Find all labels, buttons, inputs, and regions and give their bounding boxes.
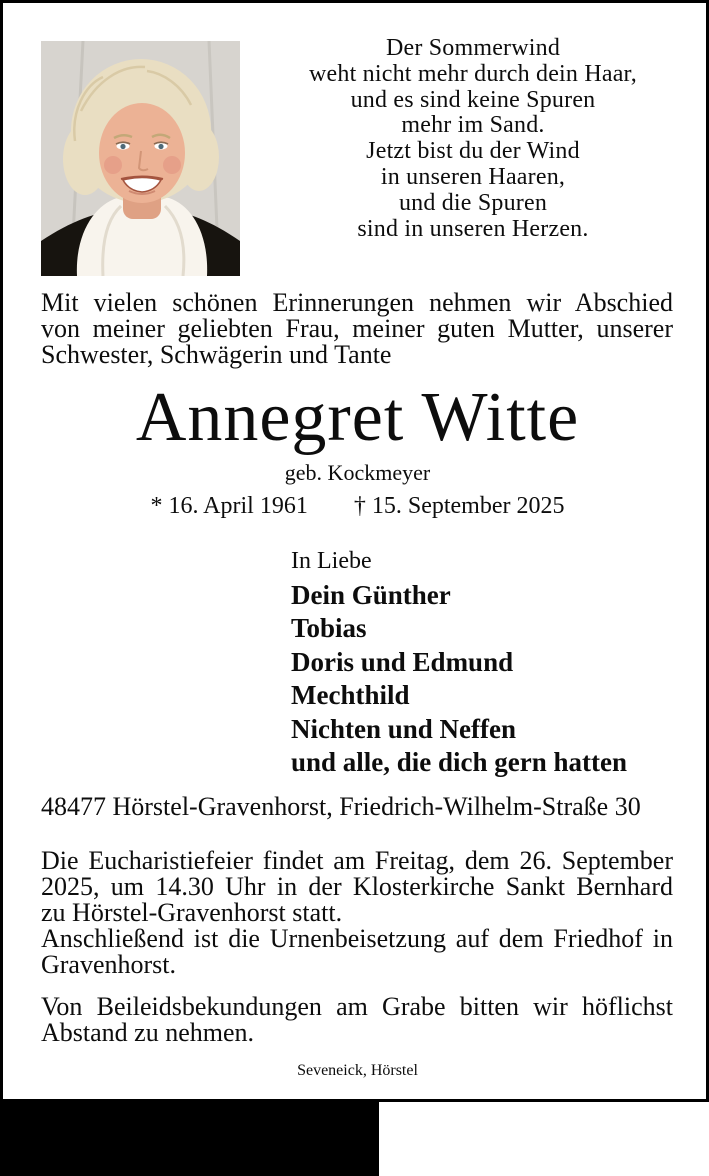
intro-line: Schwester, Schwägerin und Tante xyxy=(41,340,392,369)
mourner-name: Dein Günther xyxy=(291,579,451,610)
service-details xyxy=(41,848,673,978)
poem-line: und die Spuren xyxy=(398,189,548,216)
iris-left xyxy=(120,144,125,149)
poem-line: weht nicht mehr durch dein Haar, xyxy=(309,60,637,87)
condolence-line: Von Beileidsbekundungen am Grabe bitten wir höflichst xyxy=(41,992,673,1021)
portrait-photo xyxy=(41,41,240,276)
death-date: † 15. September 2025 xyxy=(353,493,565,519)
mourner-name: Tobias xyxy=(291,613,367,643)
burial-line: Gravenhorst. xyxy=(41,950,177,979)
service-line: Die Eucharistiefeier findet am Freitag, dem 26. September xyxy=(41,846,673,875)
intro-line: Mit vielen schönen Erinnerungen nehmen wir Abschied xyxy=(41,288,673,317)
service-line: zu Hörstel-Gravenhorst statt. xyxy=(41,898,343,927)
condolence-note xyxy=(41,994,673,1046)
mourner-name: Mechthild xyxy=(291,680,410,710)
life-dates xyxy=(3,492,709,520)
condolence-line: Abstand zu nehmen. xyxy=(41,1018,255,1047)
memorial-poem xyxy=(250,36,696,242)
intro-line: von meiner geliebten Frau, meiner guten Mutter, unserer xyxy=(41,314,673,343)
poem-line: Der Sommerwind xyxy=(385,35,561,61)
funeral-home-signature: Seveneick, Hörstel xyxy=(297,1062,418,1079)
farewell-lead: In Liebe xyxy=(291,548,372,574)
deceased-name: Annegret Witte xyxy=(135,379,580,456)
mourner-name: Doris und Edmund xyxy=(291,646,514,677)
birth-date: * 16. April 1961 xyxy=(150,493,308,519)
poem-line: in unseren Haaren, xyxy=(380,163,566,190)
intro-text xyxy=(41,290,673,368)
maiden-name: geb. Kockmeyer xyxy=(284,460,431,485)
burial-line: Anschließend ist die Urnenbeisetzung auf dem Friedhof in xyxy=(41,924,673,953)
iris-right xyxy=(158,144,163,149)
mourner-name: und alle, die dich gern hatten xyxy=(291,747,628,777)
cheek-blush-right xyxy=(163,156,181,174)
poem-line: und es sind keine Spuren xyxy=(350,86,596,113)
poem-line: mehr im Sand. xyxy=(401,112,545,139)
poem-line: Jetzt bist du der Wind xyxy=(366,138,580,165)
poem-line: sind in unseren Herzen. xyxy=(357,215,589,242)
address-line: 48477 Hörstel-Gravenhorst, Friedrich-Wilhelm-Straße 30 xyxy=(41,792,641,821)
mourner-name: Nichten und Neffen xyxy=(291,713,517,744)
cheek-blush-left xyxy=(104,156,122,174)
portrait-photo-illustration xyxy=(41,41,240,276)
redacted-area xyxy=(0,1099,379,1176)
farewell-block xyxy=(291,545,627,780)
service-line: 2025, um 14.30 Uhr in der Klosterkirche Sankt Bernhard xyxy=(41,872,673,901)
